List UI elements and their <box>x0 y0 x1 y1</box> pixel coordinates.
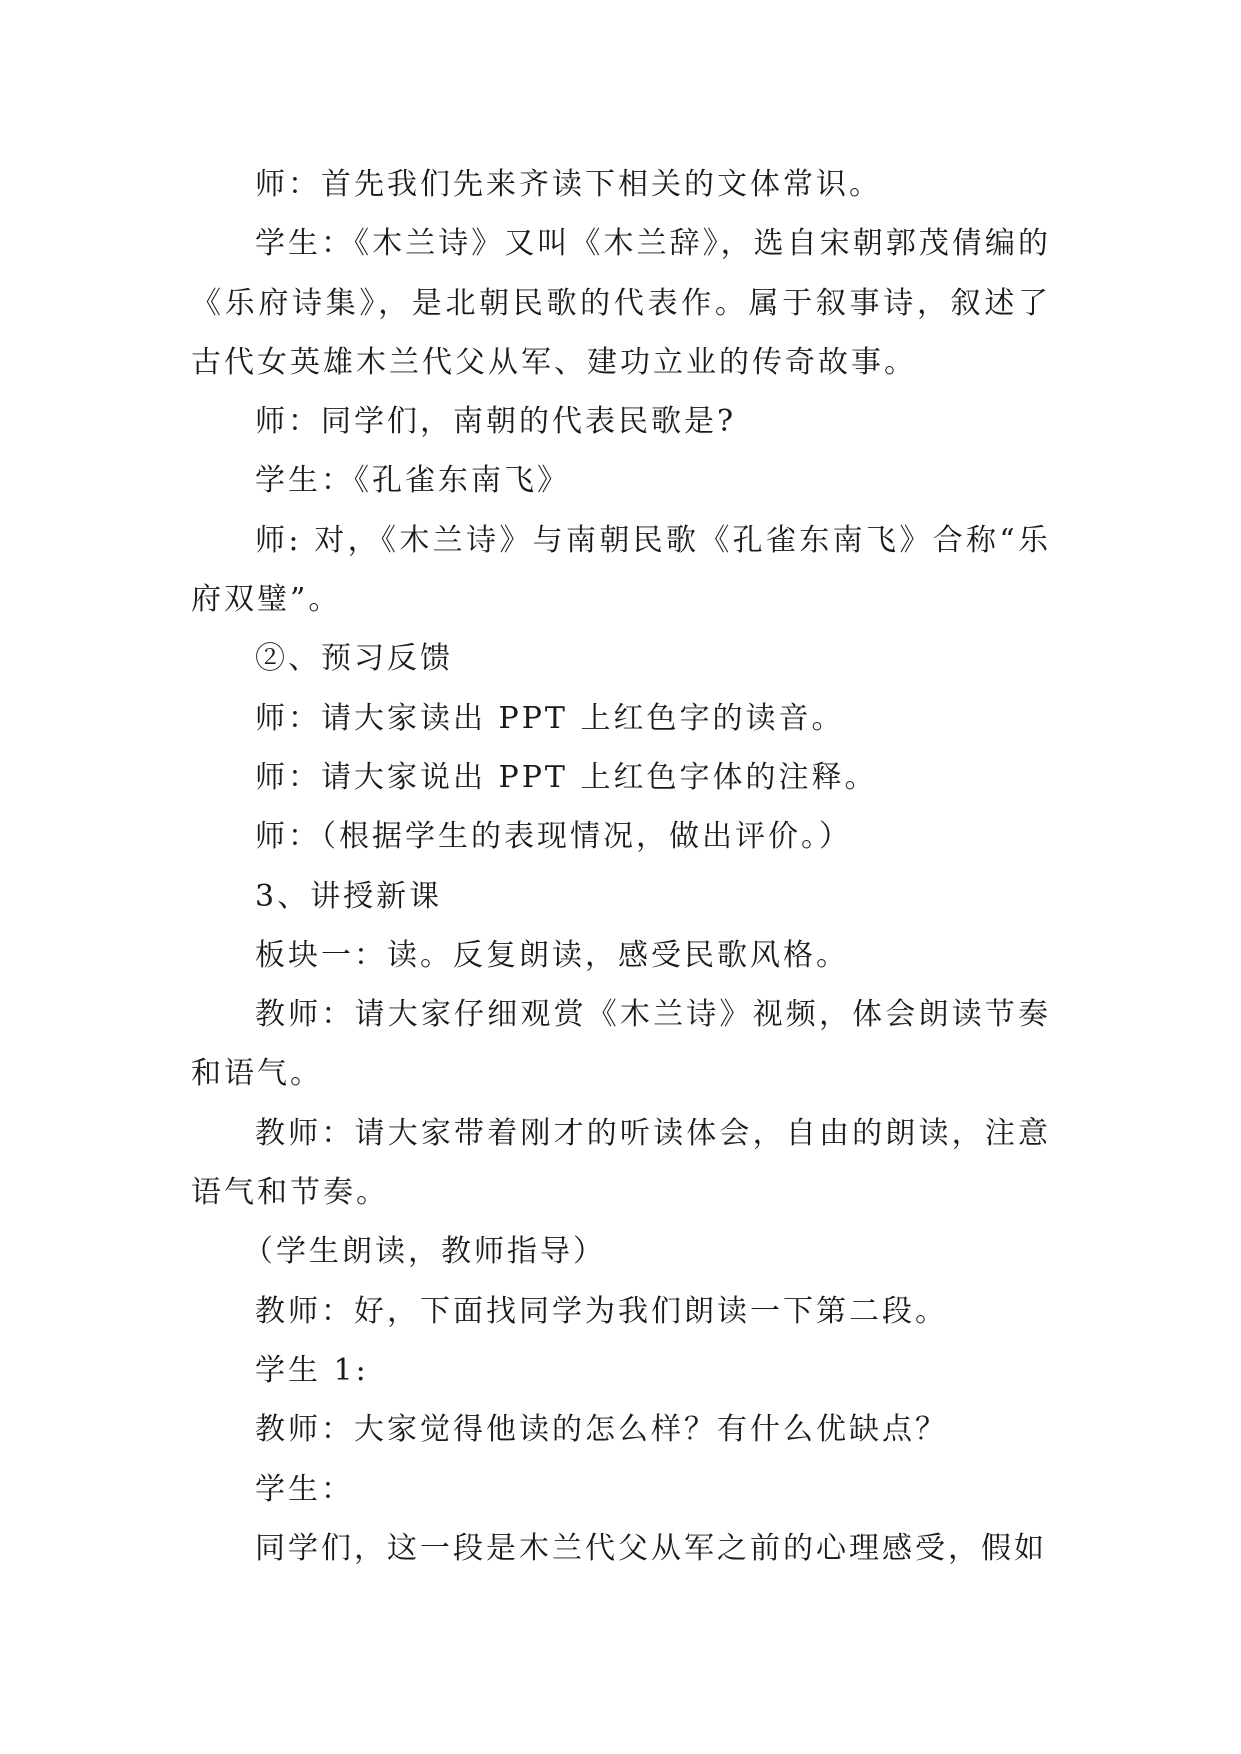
document-body <box>191 155 1051 1578</box>
paragraph-teacher-intro: 师：首先我们先来齐读下相关的文体常识。 <box>255 167 882 202</box>
paragraph-student-reply: 学生： <box>255 1471 354 1507</box>
paragraph-student-answer: 学生：《孔雀东南飞》 <box>255 463 570 499</box>
paragraph-teacher-free-reading: 教师：请大家带着刚才的听读体会，自由的朗读，注意语气和节奏。 <box>191 1115 1051 1211</box>
paragraph-student-genre-answer: 学生：《木兰诗》又叫《木兰辞》，选自宋朝郭茂倩编的《乐府诗集》，是北朝民歌的代表作。属于叙事诗，叙述了古代女英雄木兰代父从军、建功立业的传奇故事。 <box>191 226 1051 380</box>
section-heading-preview: ②、预习反馈 <box>255 641 453 677</box>
paragraph-class-discussion: 同学们，这一段是木兰代父从军之前的心理感受，假如 <box>255 1530 1047 1566</box>
paragraph-teacher-question: 师：同学们，南朝的代表民歌是? <box>255 404 737 440</box>
paragraph-teacher-yuefu: 师: 对，《木兰诗》与南朝民歌《孔雀东南飞》合称“乐府双璧”。 <box>191 522 1051 618</box>
section-heading-new-lesson: 3、讲授新课 <box>255 878 443 914</box>
paragraph-teacher-second-section: 教师：好，下面找同学为我们朗读一下第二段。 <box>255 1293 948 1329</box>
paragraph-teacher-pronunciation: 师：请大家读出 PPT 上红色字的读音。 <box>255 700 845 736</box>
paragraph-student-one: 学生 1: <box>255 1352 369 1388</box>
paragraph-block-one: 板块一：读。反复朗读，感受民歌风格。 <box>255 937 849 973</box>
paragraph-teacher-feedback: 教师：大家觉得他读的怎么样？有什么优缺点？ <box>255 1412 948 1448</box>
paragraph-teacher-annotation: 师：请大家说出 PPT 上红色字体的注释。 <box>255 759 878 795</box>
paragraph-teacher-evaluation: 师：（根据学生的表现情况，做出评价。） <box>255 819 852 855</box>
paragraph-teacher-video: 教师：请大家仔细观赏《木兰诗》视频，体会朗读节奏和语气。 <box>191 997 1051 1092</box>
paragraph-stage-direction: （学生朗读，教师指导） <box>243 1234 606 1270</box>
